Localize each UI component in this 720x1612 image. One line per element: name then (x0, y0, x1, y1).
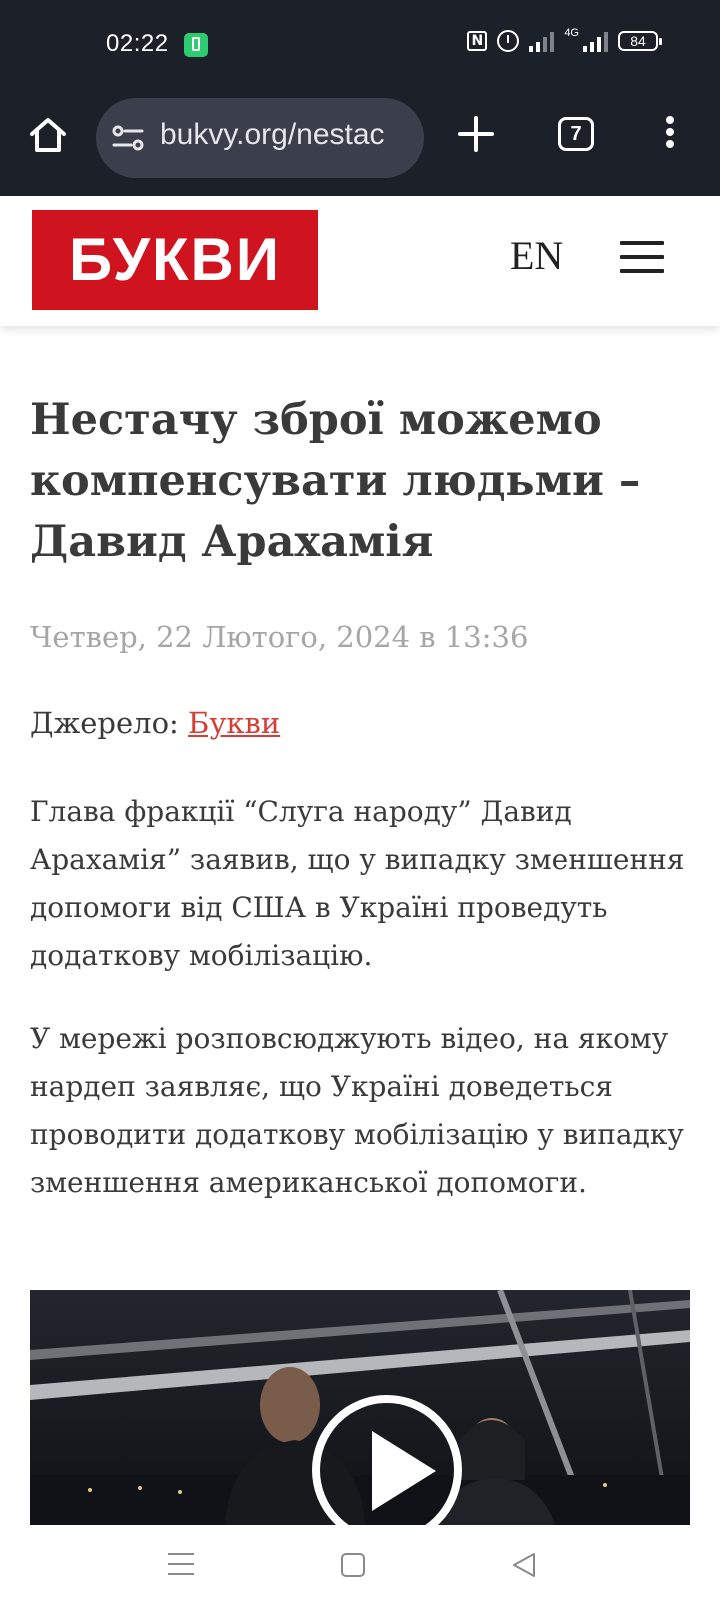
recent-apps-icon[interactable] (168, 1553, 194, 1577)
signal-icon (529, 30, 554, 52)
tab-switcher-button[interactable]: 7 (558, 117, 594, 151)
status-bar (0, 0, 720, 90)
site-header (0, 196, 720, 326)
site-settings-icon[interactable] (112, 124, 144, 152)
status-time: 02:22 (106, 30, 169, 57)
article-paragraph: Глава фракції “Слуга народу” Давид Арахамія” заявив, що у випадку зменшення допомоги від США в Україні проведуть додаткову мобілізацію. (30, 795, 685, 972)
battery-saver-icon (184, 33, 208, 57)
home-button-icon[interactable] (341, 1553, 365, 1577)
article-source (30, 706, 280, 740)
browser-toolbar (0, 90, 720, 196)
article-paragraph: У мережі розповсюджують відео, на якому нардеп заявляє, що Україні доведеться проводити додаткову мобілізацію у випадку зменшення американської допомоги. (30, 1022, 684, 1199)
address-bar[interactable] (96, 98, 424, 178)
home-icon[interactable] (28, 115, 68, 155)
new-tab-plus-icon[interactable] (458, 116, 494, 152)
url-text[interactable]: bukvy.org/nestac (160, 118, 385, 151)
overflow-menu-icon[interactable] (664, 116, 676, 156)
hamburger-menu-icon[interactable] (620, 241, 664, 273)
signal-icon-2 (583, 30, 608, 52)
article-title: Нестачу зброї можемо компенсувати людьми – Давид Арахамія (30, 395, 641, 567)
battery-icon: 84 (618, 31, 658, 51)
site-logo[interactable]: БУКВИ (32, 210, 318, 310)
language-switch[interactable]: EN (510, 233, 564, 278)
status-icons (467, 27, 658, 52)
article-date: Четвер, 22 Лютого, 2024 в 13:36 (30, 620, 529, 654)
alarm-icon (497, 30, 519, 52)
nfc-icon: N (467, 31, 487, 51)
network-type: 4G (564, 27, 579, 39)
system-nav-bar (0, 1525, 720, 1612)
source-label: Джерело: (30, 706, 189, 740)
back-icon[interactable] (510, 1551, 538, 1579)
source-link[interactable]: Букви (188, 706, 281, 740)
video-player[interactable] (30, 1290, 690, 1525)
